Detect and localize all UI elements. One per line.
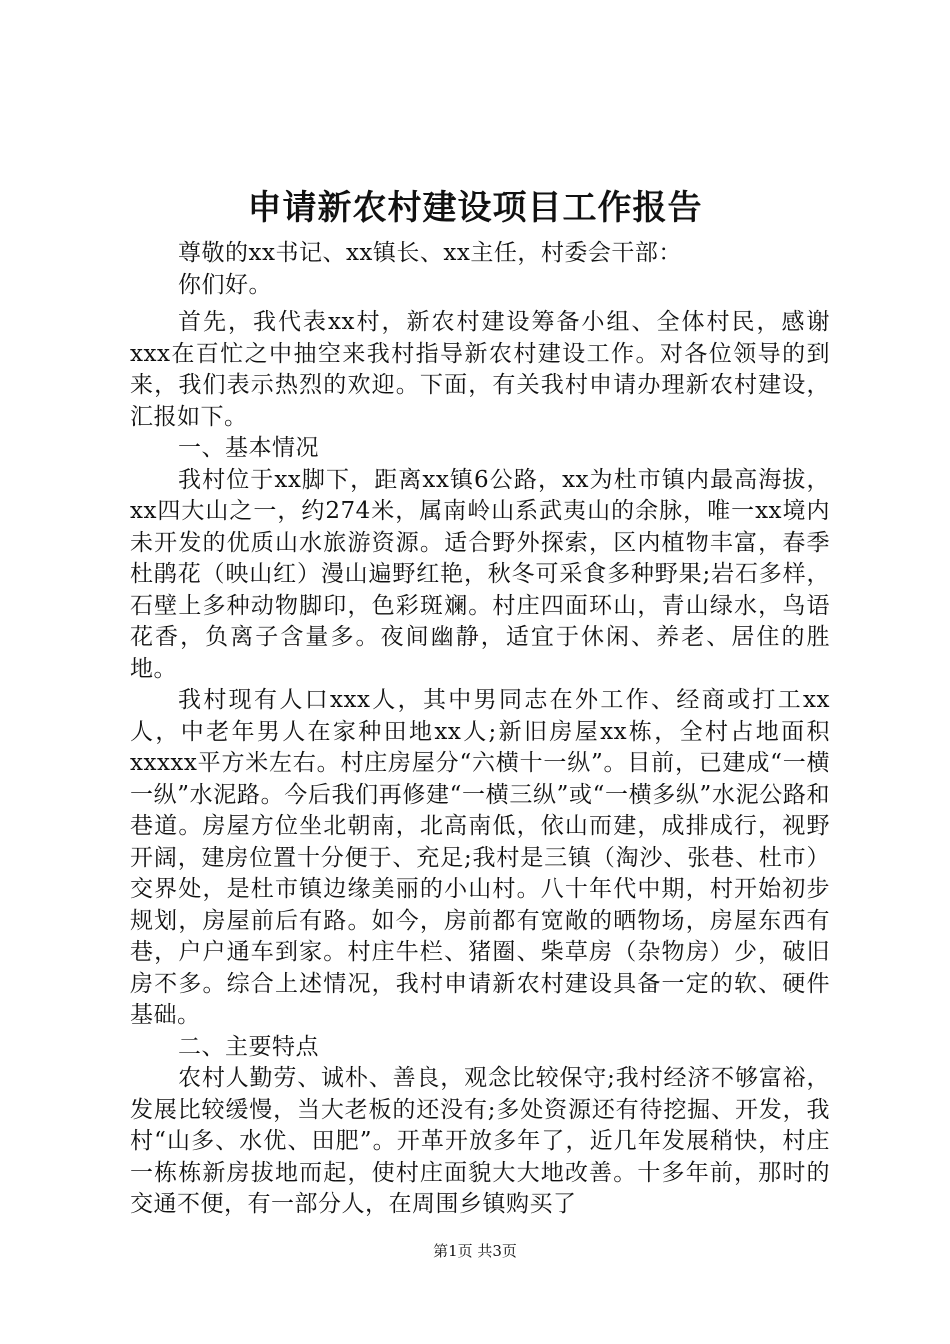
section1-paragraph-2: 我村现有人口xxx人，其中男同志在外工作、经商或打工xx人，中老年男人在家种田地xx人;新旧房屋xx栋，全村占地面积xxxxx平方米左右。村庄房屋分“六横十一纵”。目前，已建成“一横一纵”水泥路。今后我们再修建“一横三纵”或“一横多纵”水泥公路和巷道。房屋方位坐北朝南，北高南低，依山而建，成排成行，视野开阔，建房位置十分便于、充足;我村是三镇（淘沙、张巷、杜市）交界处，是杜市镇边缘美丽的小山村。八十年代中期，村开始初步规划，房屋前后有路。如今，房前都有宽敞的晒物场，房屋东西有巷，户户通车到家。村庄牛栏、猪圈、柴草房（杂物房）少，破旧房不多。综合上述情况，我村申请新农村建设具备一定的软、硬件基础。: [130, 687, 830, 1028]
document-title: 申请新农村建设项目工作报告: [247, 188, 703, 228]
document-body: [130, 238, 830, 1221]
section1-paragraph-1: 我村位于xx脚下，距离xx镇6公路，xx为杜市镇内最高海拔，xx四大山之一，约274米，属南岭山系武夷山的余脉，唯一xx境内未开发的优质山水旅游资源。适合野外探索，区内植物丰富，春季杜鹃花（映山红）漫山遍野红艳，秋冬可采食多种野果;岩石多样，石壁上多种动物脚印，色彩斑斓。村庄四面环山，青山绿水，鸟语花香，负离子含量多。夜间幽静，适宜于休闲、养老、居住的胜地。: [130, 466, 830, 682]
section-heading-basic-info: 一、基本情况: [178, 435, 319, 461]
greeting: 你们好。: [178, 271, 272, 298]
section-heading-main-features: 二、主要特点: [178, 1033, 319, 1060]
section2-paragraph-1: 农村人勤劳、诚朴、善良，观念比较保守;我村经济不够富裕，发展比较缓慢，当大老板的还没有;多处资源还有待挖掘、开发，我村“山多、水优、田肥”。开革开放多年了，近几年发展稍快，村庄一栋栋新房拔地而起，使村庄面貌大大地改善。十多年前，那时的交通不便，有一部分人，在周围乡镇购买了: [130, 1065, 830, 1217]
page-footer: 第1页 共3页: [433, 1242, 517, 1260]
salutation: 尊敬的xx书记、xx镇长、xx主任，村委会干部：: [178, 240, 682, 266]
intro-paragraph: 首先，我代表xx村，新农村建设筹备小组、全体村民，感谢xxx在百忙之中抽空来我村指导新农村建设工作。对各位领导的到来，我们表示热烈的欢迎。下面，有关我村申请办理新农村建设，汇报如下。: [130, 309, 830, 430]
